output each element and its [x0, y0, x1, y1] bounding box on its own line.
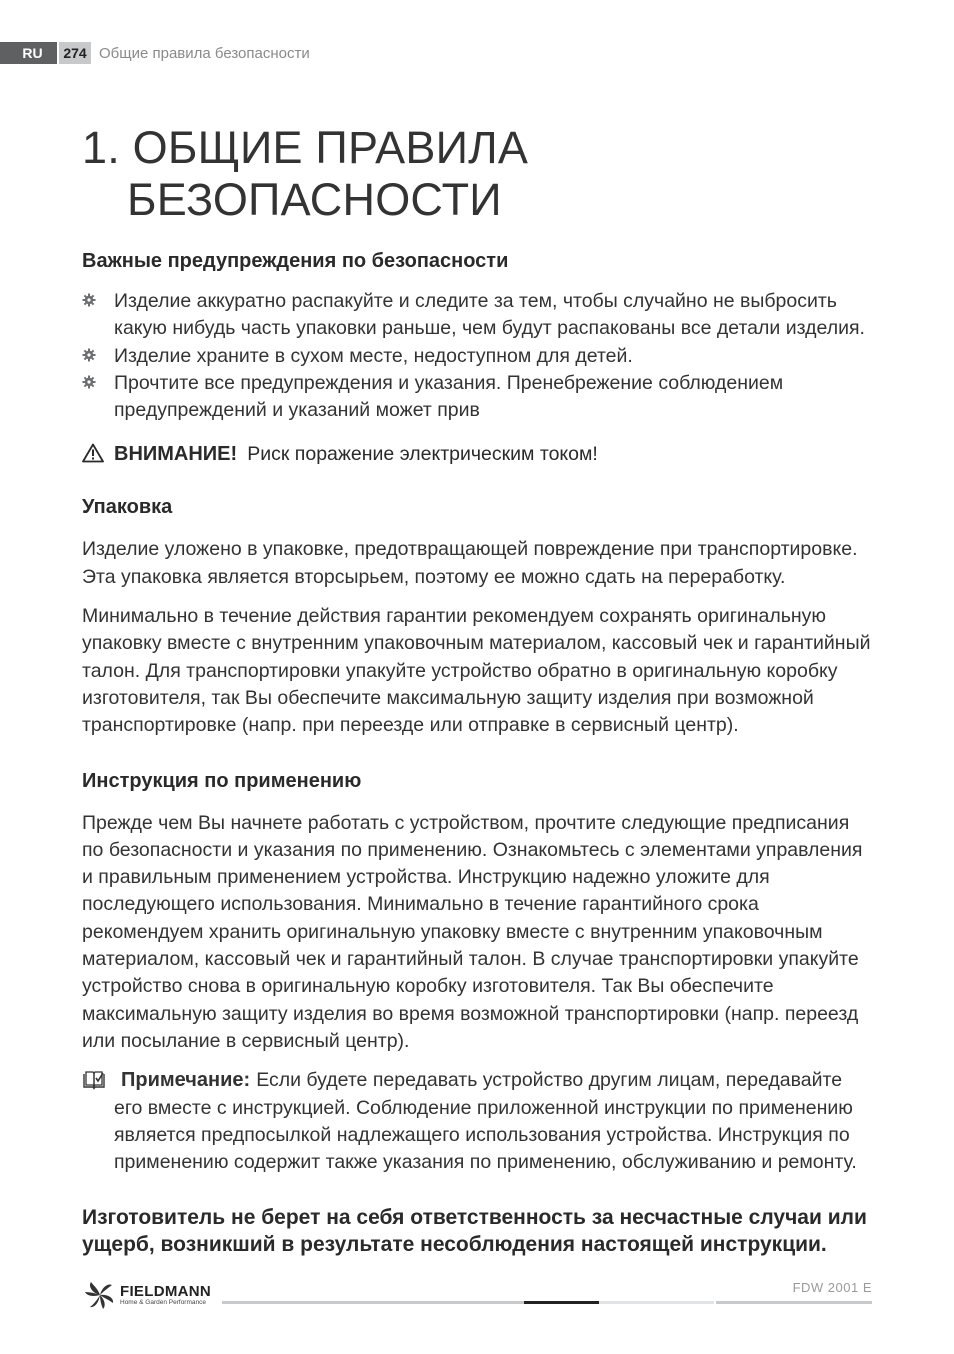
liability-disclaimer: Изготовитель не берет на себя ответственность за несчастные случаи или ущерб, возникший в результате несоблюдения настоящей инструкции. [82, 1206, 867, 1257]
gear-bullet-icon [82, 293, 96, 307]
caution-label: ВНИМАНИЕ! [114, 443, 238, 466]
main-content [82, 248, 874, 1258]
packaging-paragraph-2: Минимально в течение действия гарантии рекомендуем сохранять оригинальную упаковку вместе с внутренним упаковочным материалом, кассовый чек и гарантийный талон. Для транспортировки упакуйте устройство обратно в оригинальную коробку изготовителя, так Вы обеспечите максимальную защиту изделия при возможной транспортировке (напр. при переезде или отправке в сервисный центр). [82, 605, 871, 737]
note-text: Если будете передавать устройство другим лицам, передавайте его вместе с инструкцией. Соблюдение приложенной инструкции по применению является предпосылкой надлежащего использования устройства. Инструкция по применению содержит также указания по применению, обслуживанию и ремонту. [114, 1069, 857, 1174]
page-header [0, 42, 310, 64]
language-tag: RU [0, 42, 57, 64]
warning-triangle-icon [82, 443, 104, 463]
gear-bullet-icon [82, 348, 96, 362]
brand-tagline: Home & Garden Performance [120, 1298, 206, 1306]
packaging-section [82, 494, 874, 739]
list-item: Прочтите все предупреждения и указания. Пренебрежение соблюдением предупреждений и указаний может прив [82, 370, 874, 425]
page-title [82, 122, 528, 226]
header-section-title: Общие правила безопасности [99, 44, 310, 62]
page-title-line1: 1. ОБЩИЕ ПРАВИЛА [82, 122, 529, 173]
instructions-heading: Инструкция по применению [82, 769, 362, 792]
list-item: Изделие храните в сухом месте, недоступном для детей. [82, 343, 874, 370]
gear-bullet-icon [82, 375, 96, 389]
footer-line-segment [716, 1301, 872, 1304]
packaging-heading: Упаковка [82, 496, 173, 519]
caution-text: Риск поражение электрическим током! [247, 443, 598, 466]
list-item: Изделие аккуратно распакуйте и следите за тем, чтобы случайно не выбросить какую нибудь часть упаковки раньше, чем будут распакованы все детали изделия. [82, 288, 874, 343]
footer-line-segment [524, 1301, 599, 1304]
packaging-paragraph-1: Изделие уложено в упаковке, предотвращающей повреждение при транспортировке. Эта упаковка является вторсырьем, поэтому ее можно сдать на переработку. [82, 538, 858, 588]
page-title-line2: БЕЗОПАСНОСТИ [127, 174, 502, 225]
brand-name: FIELDMANN [120, 1282, 212, 1300]
note-block [82, 1067, 874, 1176]
fieldmann-logo-icon [82, 1280, 118, 1310]
caution-line [82, 440, 874, 466]
model-number: FDW 2001 E [792, 1280, 872, 1295]
brand-logo [82, 1280, 211, 1310]
footer-line-segment [222, 1301, 524, 1304]
page-number: 274 [59, 42, 91, 64]
instructions-section [82, 768, 874, 1177]
footer-line-segment [599, 1301, 714, 1304]
safety-warnings-heading: Важные предупреждения по безопасности [82, 250, 509, 272]
note-label: Примечание: [121, 1069, 251, 1092]
safety-bullet-list [82, 288, 874, 424]
instructions-paragraph: Прежде чем Вы начнете работать с устройством, прочтите следующие предписания по безопасности и указания по применению. Ознакомьтесь с элементами управления и правильным применением устройства. Инструкцию надежно уложите для последующего использования. Минимально в течение гарантийного срока рекомендуем хранить оригинальную упаковку вместе с внутренним упаковочным материалом, кассовый чек и гарантийный талон. В случае транспортировки упакуйте устройство снова в оригинальную коробку изготовителя. Так Вы обеспечите максимальную защиту изделия во время возможной транспортировки (напр. переезд или посылание в сервисный центр). [82, 811, 863, 1052]
note-book-icon [82, 1070, 106, 1090]
